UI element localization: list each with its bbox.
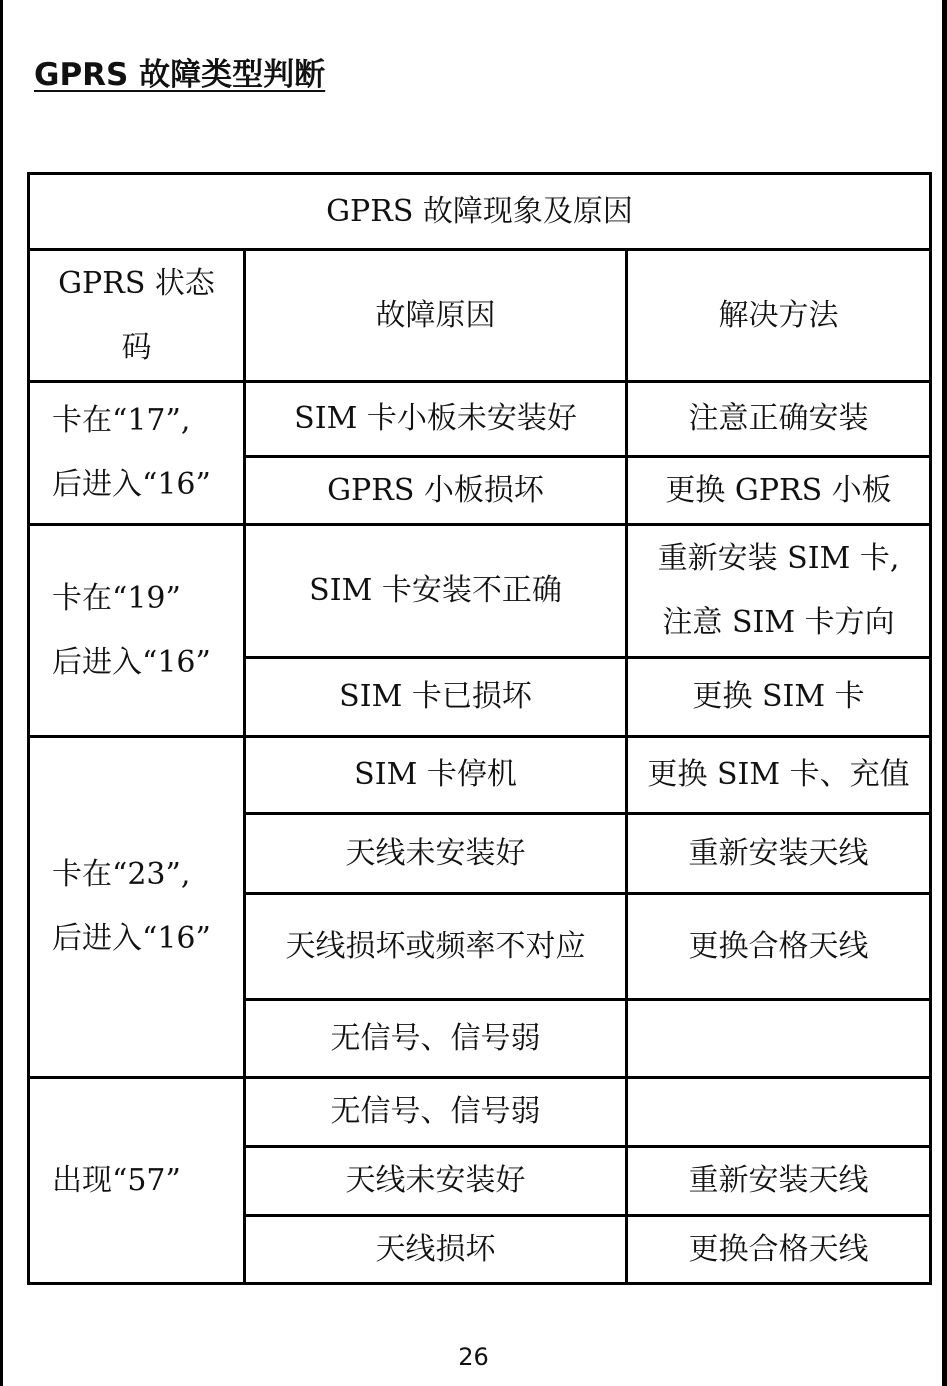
status-code-line2: 后进入“16” (52, 644, 211, 680)
status-code-cell (29, 737, 245, 1078)
solution-cell (627, 1000, 931, 1078)
status-code-line2: 后进入“16” (52, 467, 211, 502)
solution-cell: 注意正确安装 (627, 382, 931, 457)
status-code-cell (29, 382, 245, 525)
fault-table (27, 172, 932, 1285)
status-code-cell (29, 525, 245, 737)
cause-cell: 天线损坏或频率不对应 (245, 894, 627, 1000)
solution-cell: 更换 GPRS 小板 (627, 457, 931, 525)
left-border-line (0, 0, 3, 1386)
solution-cell: 更换合格天线 (627, 1216, 931, 1284)
cause-cell: SIM 卡已损坏 (245, 658, 627, 737)
status-code-cell: 出现“57” (29, 1078, 245, 1284)
page-title: GPRS 故障类型判断 (34, 57, 326, 93)
cause-cell: 天线未安装好 (245, 814, 627, 894)
cause-cell: 无信号、信号弱 (245, 1078, 627, 1147)
right-border-line (942, 0, 947, 1386)
table-row (29, 737, 931, 814)
table-row (29, 1078, 931, 1147)
caption-row (29, 174, 931, 250)
page-number: 26 (458, 1343, 489, 1371)
cause-cell: 天线未安装好 (245, 1147, 627, 1216)
cause-cell: 天线损坏 (245, 1216, 627, 1284)
header-cause: 故障原因 (245, 250, 627, 382)
cause-cell: GPRS 小板损坏 (245, 457, 627, 525)
solution-cell: 重新安装天线 (627, 1147, 931, 1216)
table-row (29, 382, 931, 457)
header-status-code-line1: GPRS 状态 (58, 265, 215, 301)
solution-cell: 更换 SIM 卡、充值 (627, 737, 931, 814)
header-solution: 解决方法 (627, 250, 931, 382)
solution-cell: 更换 SIM 卡 (627, 658, 931, 737)
solution-cell (627, 1078, 931, 1147)
header-status-code-line2: 码 (121, 329, 152, 365)
header-row (29, 250, 931, 382)
status-code-line1: 卡在“17”, (52, 403, 191, 438)
solution-line1: 重新安装 SIM 卡, (657, 541, 900, 576)
table-caption: GPRS 故障现象及原因 (29, 174, 931, 250)
header-status-code (29, 250, 245, 382)
solution-line2: 注意 SIM 卡方向 (662, 605, 895, 640)
cause-cell: SIM 卡小板未安装好 (245, 382, 627, 457)
cause-cell: 无信号、信号弱 (245, 1000, 627, 1078)
table-row (29, 525, 931, 658)
status-code-line2: 后进入“16” (52, 921, 211, 956)
status-code-line1: 卡在“19” (52, 580, 181, 616)
status-code-line1: 卡在“23”, (52, 857, 191, 892)
solution-cell (627, 525, 931, 658)
solution-cell: 重新安装天线 (627, 814, 931, 894)
cause-cell: SIM 卡停机 (245, 737, 627, 814)
cause-cell: SIM 卡安装不正确 (245, 525, 627, 658)
solution-cell: 更换合格天线 (627, 894, 931, 1000)
